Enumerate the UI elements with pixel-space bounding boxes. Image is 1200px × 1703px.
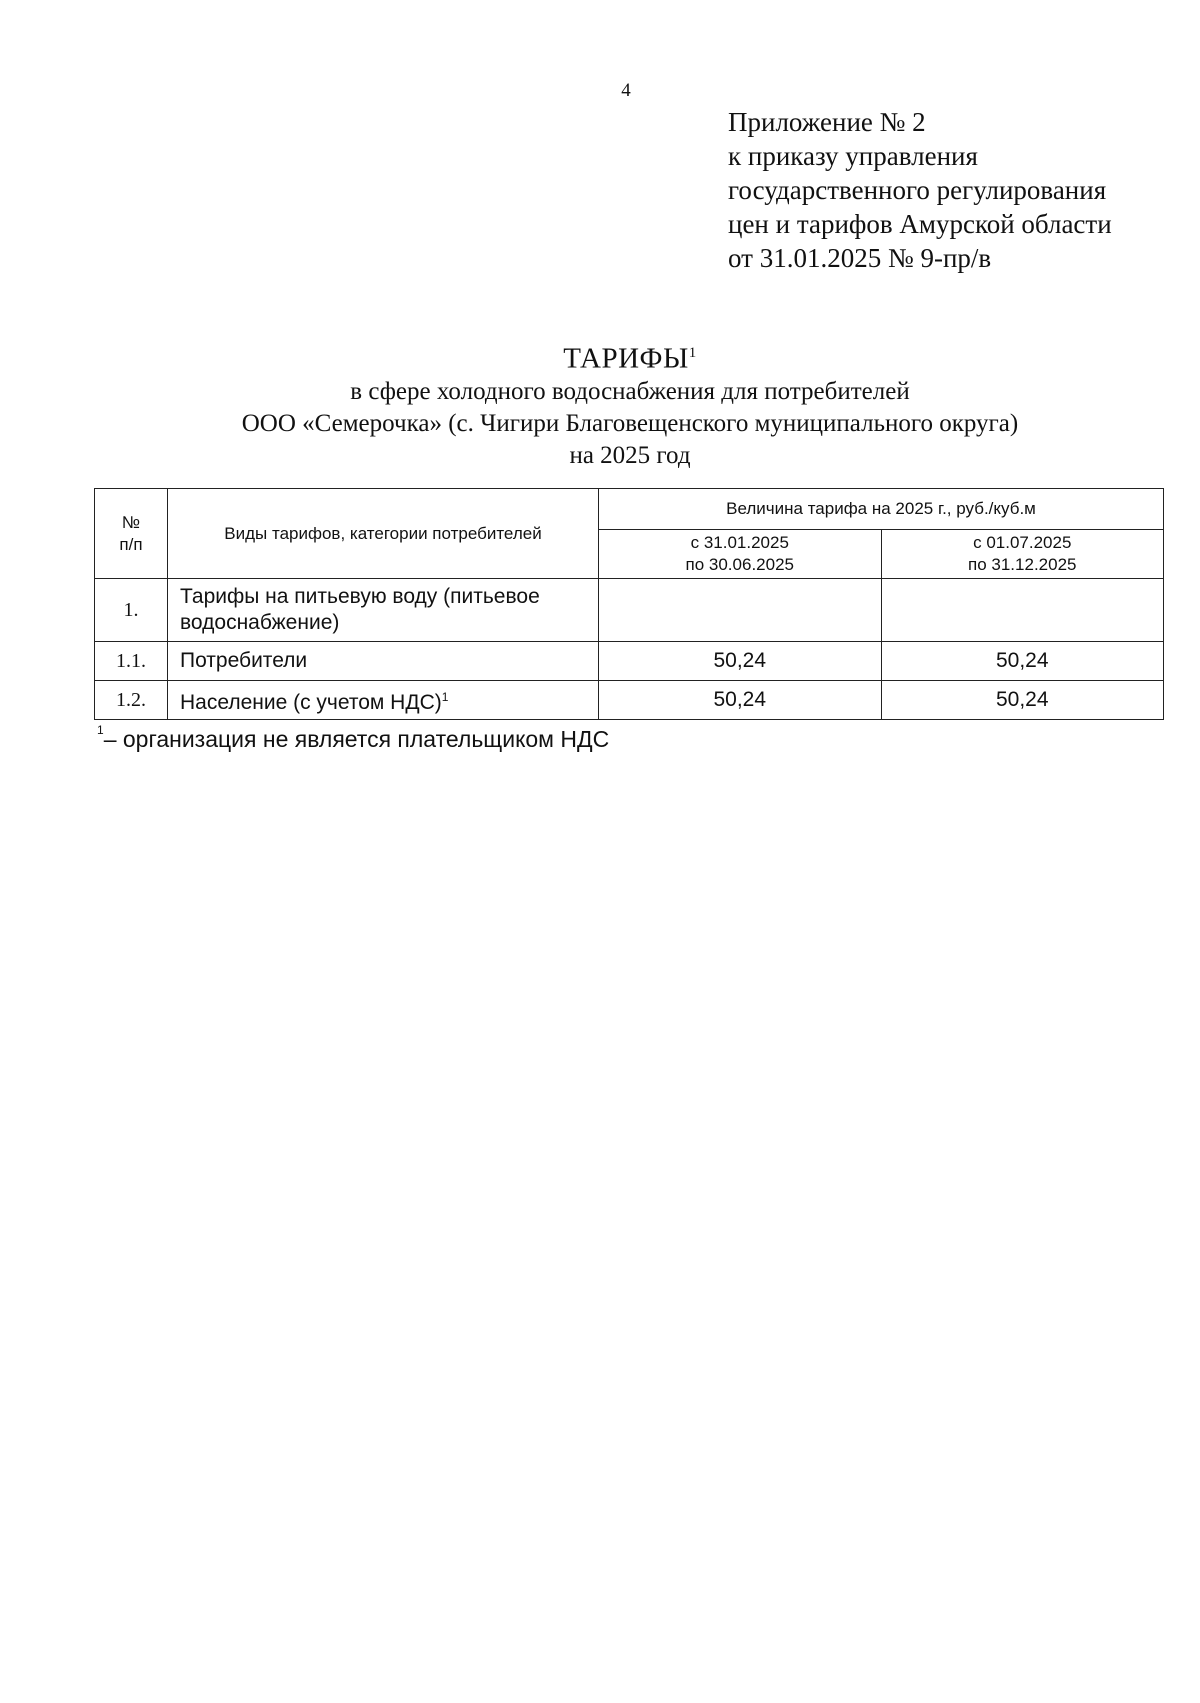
row-num: 1. xyxy=(95,579,168,642)
header-period-1 xyxy=(599,530,882,579)
row-name: Потребители xyxy=(168,642,599,681)
row-num: 1.1. xyxy=(95,642,168,681)
row-value-period-1 xyxy=(599,579,882,642)
row-value-period-2 xyxy=(881,579,1164,642)
row-footnote-mark: 1 xyxy=(441,690,449,704)
appendix-line: от 31.01.2025 № 9-пр/в xyxy=(728,243,992,273)
title-line-1: в сфере холодного водоснабжения для потребителей xyxy=(350,377,910,405)
table-row xyxy=(95,642,1164,681)
appendix-line: к приказу управления xyxy=(728,141,978,171)
appendix-line: государственного регулирования xyxy=(728,175,1107,205)
title-main-text: ТАРИФЫ xyxy=(563,342,689,375)
row-name-text: Население (с учетом НДС) xyxy=(180,691,442,714)
header-num xyxy=(95,489,168,579)
header-period-1-line2: по 30.06.2025 xyxy=(685,555,794,574)
row-value-period-1: 50,24 xyxy=(599,642,882,681)
header-period-1-line1: с 31.01.2025 xyxy=(690,533,789,552)
header-name: Виды тарифов, категории потребителей xyxy=(168,489,599,579)
footnote-text: – организация не является плательщиком НДС xyxy=(103,726,610,752)
header-value-group: Величина тарифа на 2025 г., руб./куб.м xyxy=(599,489,1164,530)
appendix-line: Приложение № 2 xyxy=(728,107,926,137)
title-line-2: ООО «Семерочка» (с. Чигири Благовещенского муниципального округа) xyxy=(241,409,1019,437)
title-line-3: на 2025 год xyxy=(569,441,691,469)
page-number: 4 xyxy=(621,80,631,101)
footnote xyxy=(97,723,610,753)
row-name xyxy=(168,681,599,720)
header-num-line2: п/п xyxy=(119,534,143,554)
appendix-line: цен и тарифов Амурской области xyxy=(728,209,1112,239)
appendix-block xyxy=(728,105,1112,275)
row-num: 1.2. xyxy=(95,681,168,720)
row-name: Тарифы на питьевую воду (питьевое водоснабжение) xyxy=(168,579,599,642)
title-main xyxy=(0,336,1200,376)
title-footnote-mark: 1 xyxy=(688,345,697,361)
table-row xyxy=(95,681,1164,720)
footnote-mark: 1 xyxy=(97,723,104,738)
header-period-2-line1: с 01.07.2025 xyxy=(973,533,1072,552)
row-value-period-2: 50,24 xyxy=(881,681,1164,720)
header-period-2 xyxy=(881,530,1164,579)
header-period-2-line2: по 31.12.2025 xyxy=(968,555,1077,574)
row-value-period-1: 50,24 xyxy=(599,681,882,720)
tariffs-table xyxy=(94,488,1164,720)
header-num-line1: № xyxy=(121,512,141,532)
row-value-period-2: 50,24 xyxy=(881,642,1164,681)
table-header-row xyxy=(95,489,1164,530)
document-title xyxy=(0,336,1200,472)
table-row xyxy=(95,579,1164,642)
